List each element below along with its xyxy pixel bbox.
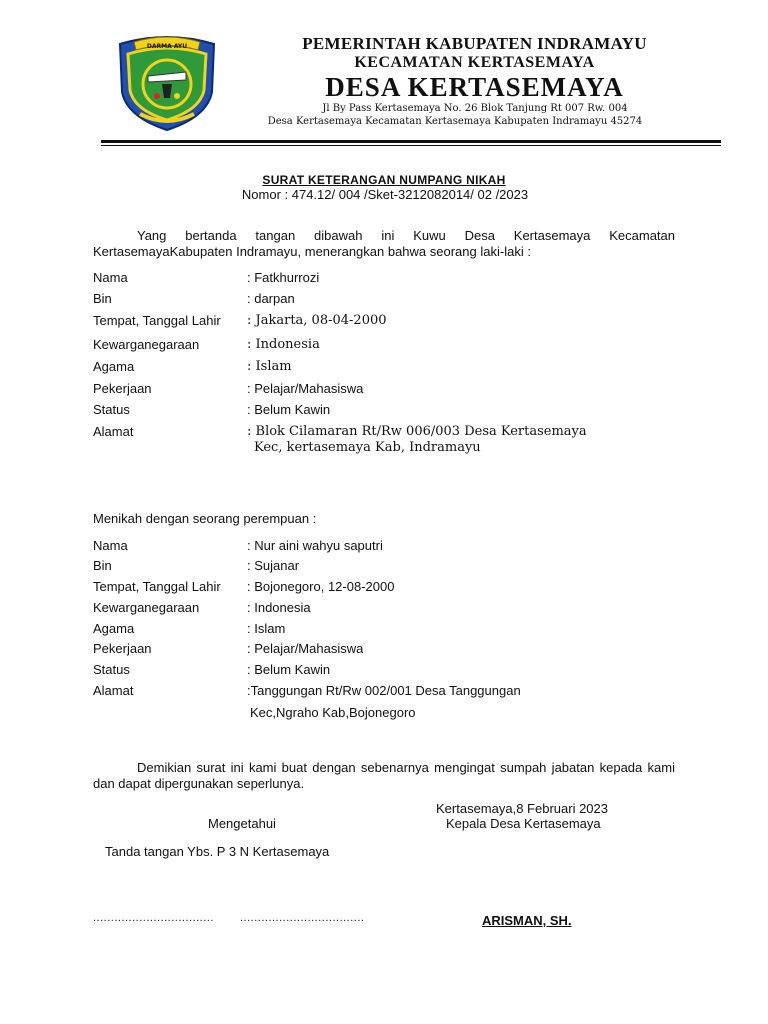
- bride-status-label: Status: [93, 662, 130, 677]
- bride-birth-label: Tempat, Tanggal Lahir: [93, 579, 221, 594]
- bride-address-label: Alamat: [93, 683, 134, 698]
- header-divider-thin: [101, 145, 721, 146]
- groom-religion-value: : Islam: [247, 359, 292, 374]
- bride-occupation-label: Pekerjaan: [93, 641, 152, 656]
- bride-name-label: Nama: [93, 538, 128, 553]
- bride-religion-value: : Islam: [247, 621, 286, 636]
- groom-birth-label: Tempat, Tanggal Lahir: [93, 313, 221, 328]
- place-date: Kertasemaya,8 Februari 2023: [436, 801, 608, 816]
- bride-address-line-2: Kec,Ngraho Kab,Bojonegoro: [250, 705, 416, 720]
- groom-religion-label: Agama: [93, 359, 135, 374]
- groom-address-line-2: Kec, kertasemaya Kab, Indramayu: [254, 440, 481, 455]
- bride-name-value: : Nur aini wahyu saputri: [247, 538, 383, 553]
- intro-text: Yang bertanda tangan dibawah ini Kuwu Desa Kertasemaya Kecamatan KertasemayaKabupaten Indramayu, menerangkan bahwa seorang laki-laki :: [93, 228, 675, 259]
- intro-paragraph: [93, 228, 675, 259]
- letter-number: Nomor : 474.12/ 004 /Sket-3212082014/ 02 /2023: [241, 187, 529, 202]
- groom-address-label: Alamat: [93, 424, 134, 439]
- groom-citizenship-label: Kewarganegaraan: [93, 337, 200, 352]
- letter-title: SURAT KETERANGAN NUMPANG NIKAH: [262, 173, 506, 187]
- groom-occupation-value: : Pelajar/Mahasiswa: [247, 381, 364, 396]
- logo-ribbon-text: DARMA AYU: [146, 43, 188, 50]
- groom-status-value: : Belum Kawin: [247, 402, 331, 417]
- groom-status-label: Status: [93, 402, 130, 417]
- bride-citizenship-label: Kewarganegaraan: [93, 600, 200, 615]
- bride-bin-value: : Sujanar: [247, 558, 300, 573]
- header-district: KECAMATAN KERTASEMAYA: [354, 54, 595, 71]
- acknowledged-label: Mengetahui: [208, 816, 276, 831]
- bride-occupation-value: : Pelajar/Mahasiswa: [247, 641, 364, 656]
- signer-name: ARISMAN, SH.: [482, 913, 572, 928]
- groom-address-line-1: : Blok Cilamaran Rt/Rw 006/003 Desa Kertasemaya: [247, 424, 587, 439]
- header-divider-thick: [101, 140, 721, 143]
- header-village: DESA KERTASEMAYA: [325, 72, 624, 102]
- village-head-title: Kepala Desa Kertasemaya: [446, 816, 601, 831]
- regency-emblem-logo: [112, 32, 222, 132]
- groom-name-label: Nama: [93, 270, 128, 285]
- bride-address-line-1: :Tanggungan Rt/Rw 002/001 Desa Tanggungan: [247, 683, 521, 698]
- p3n-signature-label: Tanda tangan Ybs. P 3 N Kertasemaya: [105, 844, 330, 859]
- signature-line-applicant: ..................................: [93, 912, 214, 924]
- closing-paragraph: [93, 760, 675, 791]
- bride-status-value: : Belum Kawin: [247, 662, 331, 677]
- bride-intro: Menikah dengan seorang perempuan :: [93, 511, 317, 526]
- groom-bin-value: : darpan: [247, 291, 295, 306]
- header-address-2: Desa Kertasemaya Kecamatan Kertasemaya Kabupaten Indramayu 45274: [267, 116, 643, 127]
- bride-religion-label: Agama: [93, 621, 135, 636]
- bride-citizenship-value: : Indonesia: [247, 600, 311, 615]
- closing-text: Demikian surat ini kami buat dengan sebenarnya mengingat sumpah jabatan kepada kami dan dapat dipergunakan seperlunya.: [93, 760, 675, 791]
- bride-birth-value: : Bojonegoro, 12-08-2000: [247, 579, 395, 594]
- header-government: PEMERINTAH KABUPATEN INDRAMAYU: [302, 34, 647, 53]
- groom-name-value: : Fatkhurrozi: [247, 270, 320, 285]
- bride-bin-label: Bin: [93, 558, 112, 573]
- header-address-1: Jl By Pass Kertasemaya No. 26 Blok Tanjung Rt 007 Rw. 004: [322, 103, 628, 114]
- groom-citizenship-value: : Indonesia: [247, 337, 320, 352]
- groom-bin-label: Bin: [93, 291, 112, 306]
- groom-occupation-label: Pekerjaan: [93, 381, 152, 396]
- signature-line-p3n: ...................................: [240, 912, 365, 924]
- groom-birth-value: : Jakarta, 08-04-2000: [247, 313, 387, 328]
